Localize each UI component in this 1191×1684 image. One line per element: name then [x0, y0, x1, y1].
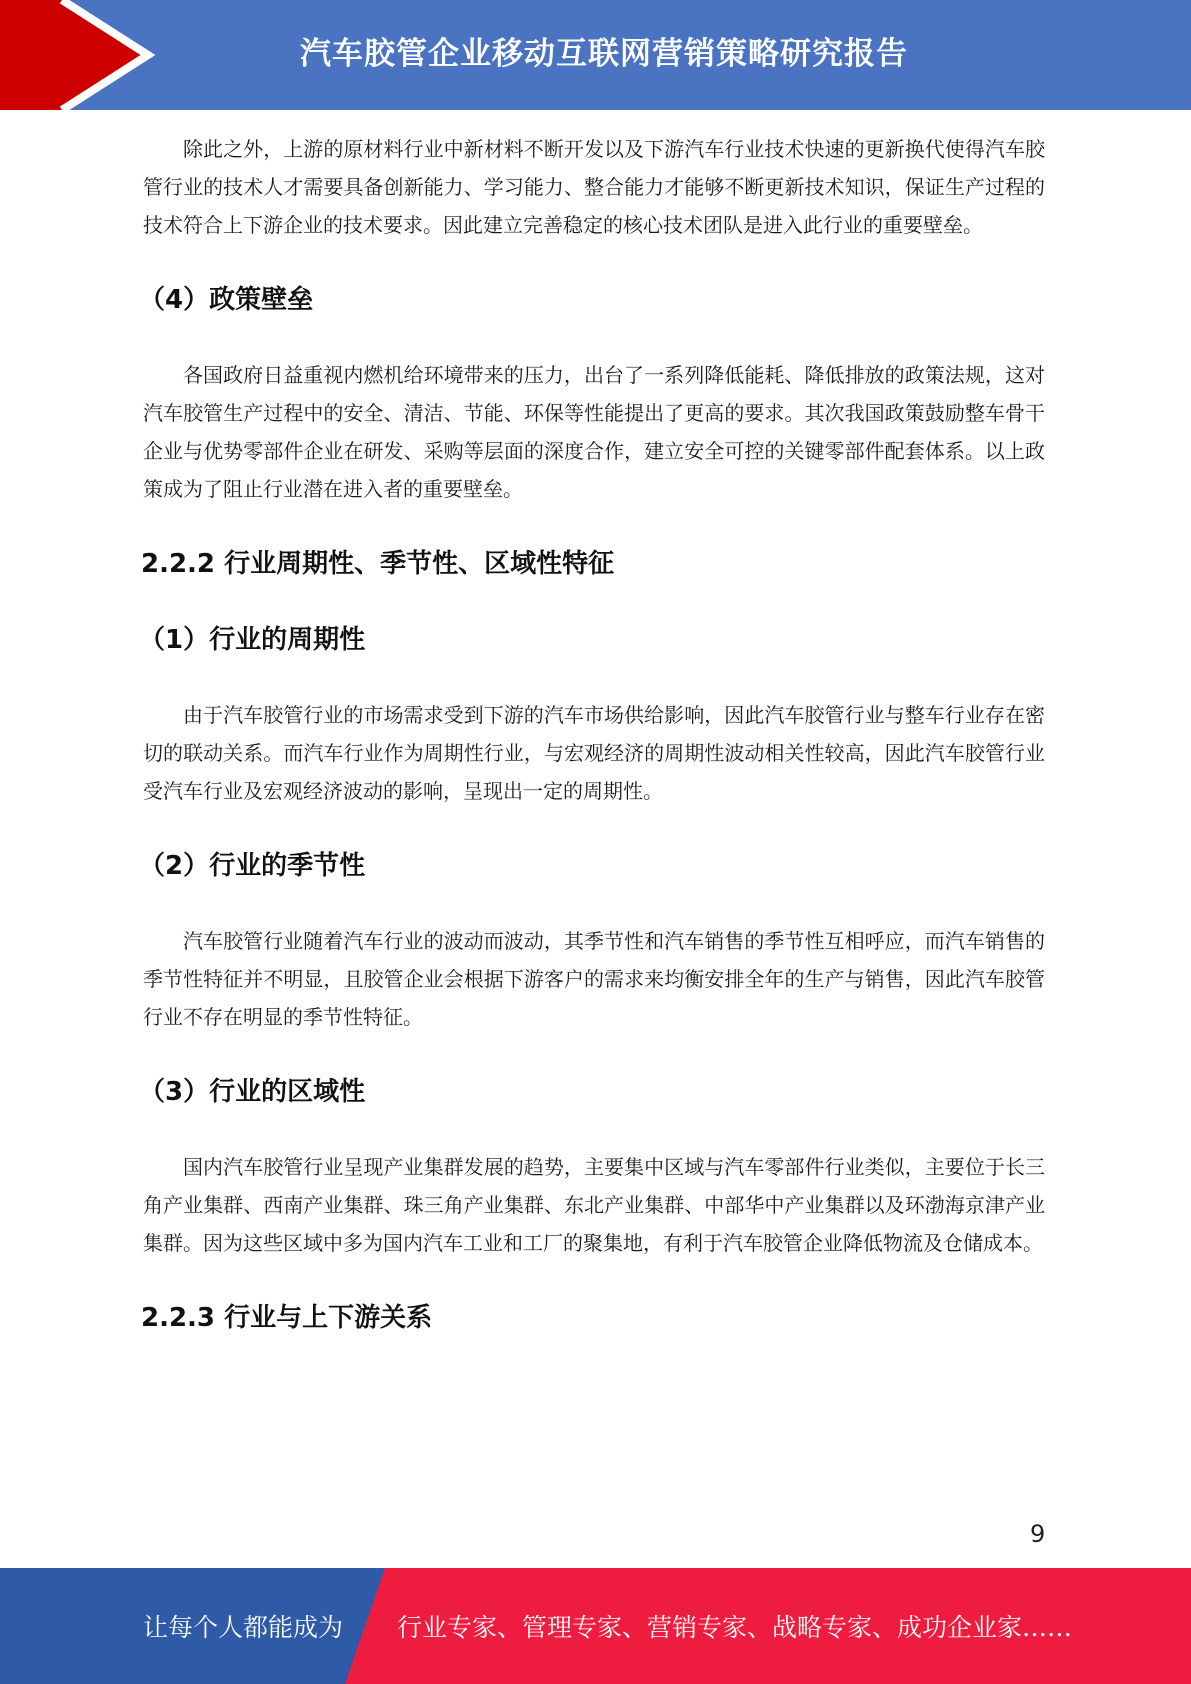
heading-seasonality: （2）行业的季节性 — [139, 851, 366, 881]
paragraph-tech-barrier: 除此之外，上游的原材料行业中新材料不断开发以及下游汽车行业技术快速的更新换代使得汽车胶管行业的技术人才需要具备创新能力、学习能力、整合能力才能够不断更新技术知识，保证生产过程的技术符合上下游企业的技术要求。因此建立完善稳定的核心技术团队是进入此行业的重要壁垒。 — [143, 137, 1045, 237]
heading-cyclicality: （1）行业的周期性 — [139, 625, 366, 655]
paragraph-regionality: 国内汽车胶管行业呈现产业集群发展的趋势，主要集中区域与汽车零部件行业类似，主要位于长三角产业集群、西南产业集群、珠三角产业集群、东北产业集群、中部华中产业集群以及环渤海京津产业集群。因为这些区域中多为国内汽车工业和工厂的聚集地，有利于汽车胶管企业降低物流及仓储成本。 — [143, 1155, 1045, 1255]
paragraph-policy-barrier: 各国政府日益重视内燃机给环境带来的压力，出台了一系列降低能耗、降低排放的政策法规，这对汽车胶管生产过程中的安全、清洁、节能、环保等性能提出了更高的要求。其次我国政策鼓励整车骨干企业与优势零部件企业在研发、采购等层面的深度合作，建立安全可控的关键零部件配套体系。以上政策成为了阻止行业潜在进入者的重要壁垒。 — [143, 363, 1045, 501]
page-number: 9 — [1030, 1520, 1046, 1548]
paragraph-seasonality: 汽车胶管行业随着汽车行业的波动而波动，其季节性和汽车销售的季节性互相呼应，而汽车销售的季节性特征并不明显，且胶管企业会根据下游客户的需求来均衡安排全年的生产与销售，因此汽车胶管行业不存在明显的季节性特征。 — [143, 929, 1045, 1029]
page-header — [0, 0, 1191, 110]
paragraph-cyclicality: 由于汽车胶管行业的市场需求受到下游的汽车市场供给影响，因此汽车胶管行业与整车行业存在密切的联动关系。而汽车行业作为周期性行业，与宏观经济的周期性波动相关性较高，因此汽车胶管行业受汽车行业及宏观经济波动的影响，呈现出一定的周期性。 — [143, 703, 1045, 803]
heading-regionality: （3）行业的区域性 — [139, 1077, 366, 1107]
footer-slogan-left: 让每个人都能成为 — [143, 1613, 344, 1642]
heading-section-2-2-3: 2.2.3 行业与上下游关系 — [141, 1303, 433, 1333]
page-footer — [0, 1568, 1191, 1684]
footer-slogan-right: 行业专家、管理专家、营销专家、战略专家、成功企业家…… — [397, 1613, 1073, 1642]
heading-section-2-2-2: 2.2.2 行业周期性、季节性、区域性特征 — [141, 549, 615, 579]
report-title: 汽车胶管企业移动互联网营销策略研究报告 — [300, 36, 908, 72]
heading-policy-barrier: （4）政策壁垒 — [139, 285, 314, 315]
document-body — [139, 130, 1045, 1374]
